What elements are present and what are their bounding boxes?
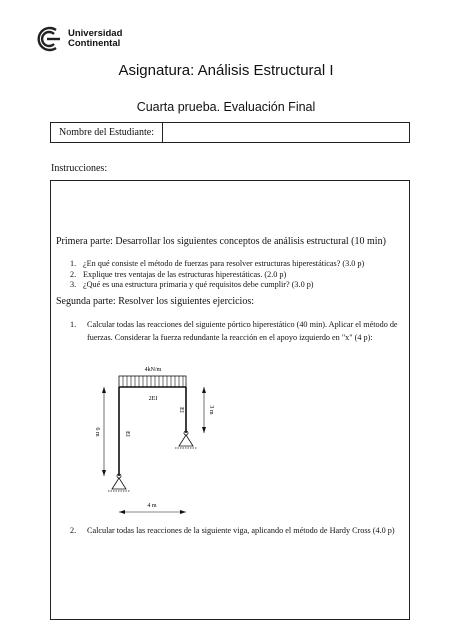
left-height-label: 6 m: [94, 427, 100, 437]
exercise-number: 2.: [70, 526, 77, 535]
university-logo: [36, 26, 122, 52]
question-text: ¿En qué consiste el método de fuerzas para resolver estructuras hiperestáticas? (3.0 p): [83, 259, 365, 268]
university-logo-icon: [36, 26, 62, 52]
instructions-label: Instrucciones:: [51, 163, 108, 174]
span-dimension: [119, 510, 186, 514]
question-item: [70, 259, 364, 270]
test-title: Cuarta prueba. Evaluación Final: [136, 100, 316, 114]
load-label: 4kN/m: [144, 367, 162, 373]
exercise-text: Calcular todas las reacciones de la siguiente viga, aplicando el método de Hardy Cross (4.0 p): [87, 526, 395, 535]
logo-text: [68, 29, 122, 49]
span-label: 4 m: [147, 503, 157, 509]
part2-heading: Segunda parte: Resolver los siguientes ejercicios:: [56, 296, 255, 307]
logo-line-1: Universidad: [68, 28, 123, 39]
question-item: [70, 280, 364, 291]
question-text: Explique tres ventajas de las estructuras hiperestáticas. (2.0 p): [83, 269, 287, 279]
frame-diagram: [80, 362, 230, 520]
beam-label: 2EI: [148, 396, 158, 402]
right-column-label: EI: [178, 407, 184, 413]
part1-heading: Primera parte: Desarrollar los siguientes conceptos de análisis estructural (10 min): [56, 236, 386, 247]
right-support: [175, 431, 197, 448]
subject-title: Asignatura: Análisis Estructural I: [118, 62, 334, 79]
part1-question-list: [70, 259, 364, 291]
exercise-item: [70, 525, 400, 538]
left-support: [108, 474, 130, 491]
exercise-text: Calcular todas las reacciones del siguiente pórtico hiperestático (40 min). Aplicar el método de fuerzas. Considerar la fuerza redundante la reacción en el apoyo izquierdo en "x" (4 p):: [87, 320, 398, 342]
exercise-number: 1.: [70, 320, 77, 329]
right-height-label: 3 m: [208, 405, 214, 415]
question-item: [70, 270, 364, 281]
question-number: 2.: [70, 269, 77, 279]
question-number: 1.: [70, 259, 77, 268]
question-number: 3.: [70, 280, 77, 289]
student-name-field: [50, 122, 410, 143]
right-dimension: [202, 387, 206, 433]
question-text: ¿Qué es una estructura primaria y qué requisitos debe cumplir? (3.0 p): [83, 280, 314, 289]
exercise-item: [70, 319, 400, 344]
left-column-label: EI: [124, 431, 130, 437]
student-name-label: Nombre del Estudiante:: [51, 123, 163, 142]
student-name-input[interactable]: [163, 123, 409, 142]
logo-line-2: Continental: [68, 38, 121, 49]
distributed-load: [119, 376, 186, 387]
left-dimension: [102, 387, 106, 476]
